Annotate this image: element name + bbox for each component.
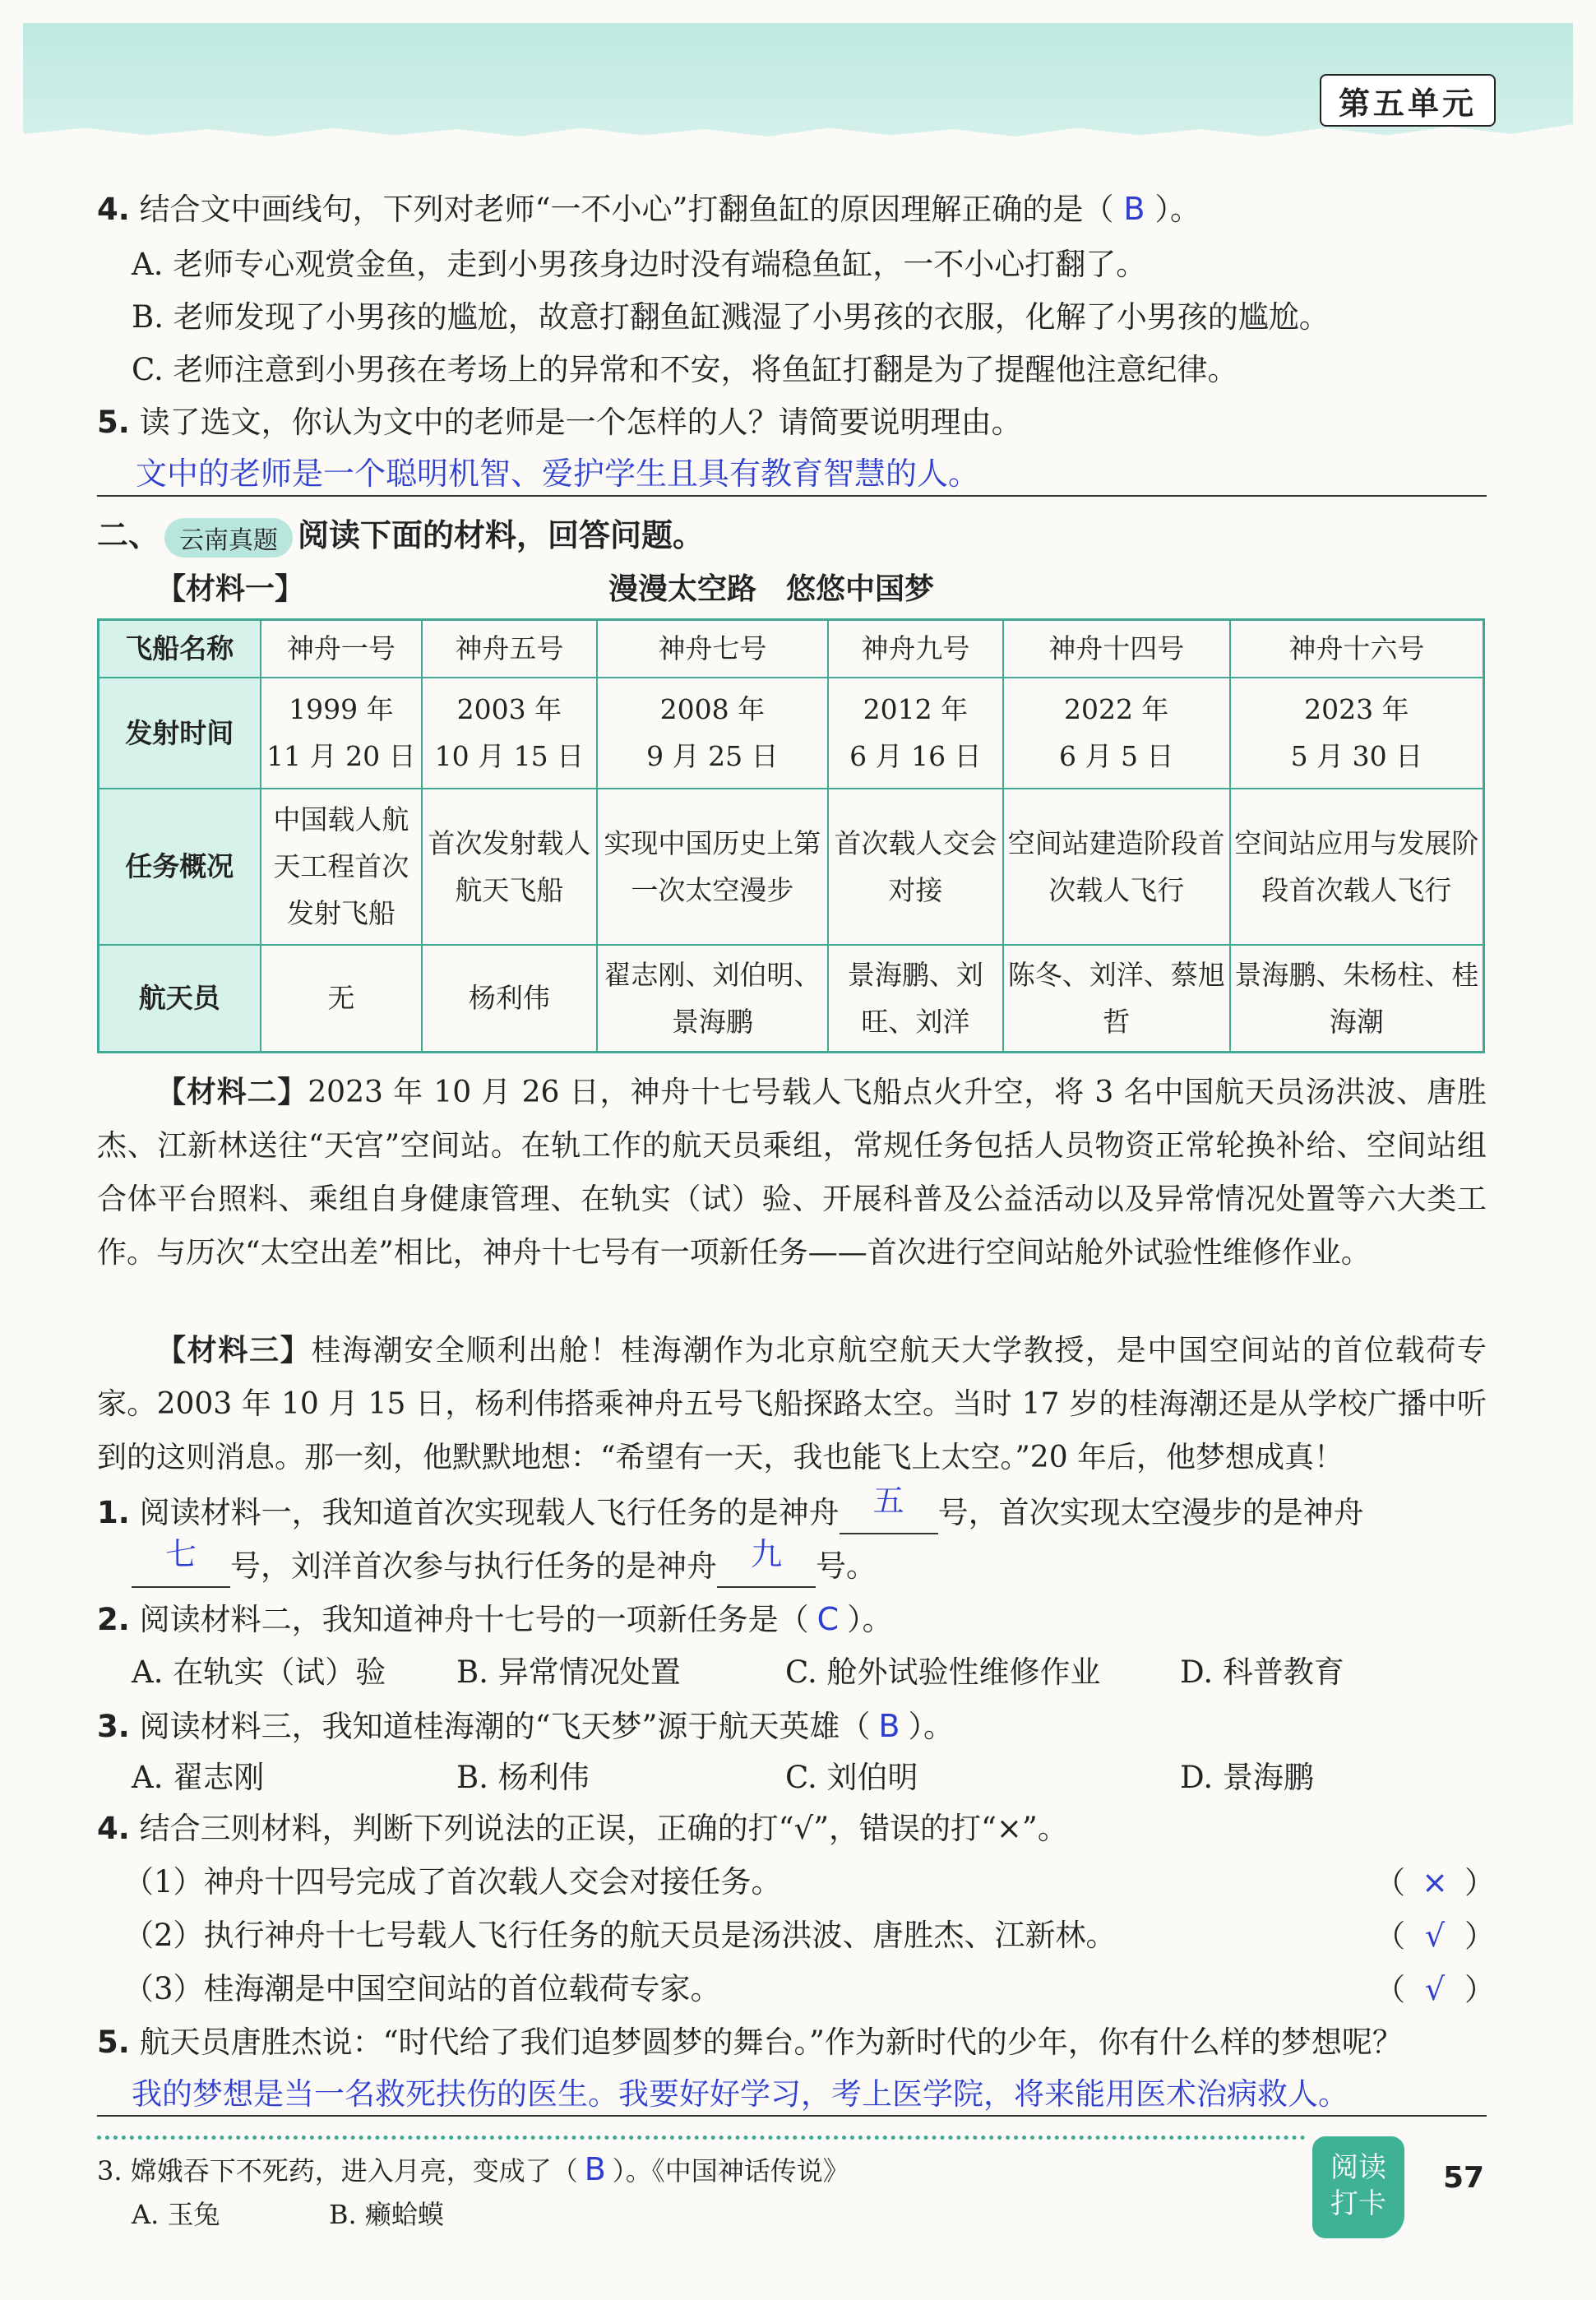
q4-option-c: C. 老师注意到小男孩在考场上的异常和不安，将鱼缸打翻是为了提醒他注意纪律。 — [132, 352, 1238, 387]
judge-bracket: （ × ） — [1375, 1864, 1495, 1900]
reading-checkin-badge: 阅读 打卡 — [1312, 2136, 1404, 2238]
yunnan-tag: 云南真题 — [164, 518, 293, 558]
footer-question: 3. 嫦娥吞下不死药，进入月亮，变成了（ B ）。《中国神话传说》 — [97, 2151, 849, 2187]
p2-q3-option-b: B. 杨利伟 — [456, 1760, 590, 1795]
p2-q4-item: （3）桂海潮是中国空间站的首位载荷专家。 — [123, 1971, 721, 2006]
q4-option-b: B. 老师发现了小男孩的尴尬，故意打翻鱼缸溅湿了小男孩的衣服，化解了小男孩的尴尬。 — [132, 299, 1330, 335]
p2-q2-option-c: C. 舱外试验性维修作业 — [785, 1654, 1101, 1690]
p2-q3-stem: 3. 阅读材料三，我知道桂海潮的“飞天梦”源于航天英雄（ B ）。 — [97, 1708, 954, 1744]
footer-option-a: A. 玉兔 — [132, 2199, 220, 2230]
p2-q2-stem: 2. 阅读材料二，我知道神舟十七号的一项新任务是（ C ）。 — [97, 1601, 893, 1637]
material1-title: 漫漫太空路 悠悠中国梦 — [608, 572, 935, 606]
table-row: 飞船名称 神舟一号 神舟五号 神舟七号 神舟九号 神舟十四号 神舟十六号 — [99, 620, 1484, 678]
p2-q4-item: （2）执行神舟十七号载人飞行任务的航天员是汤洪波、唐胜杰、江新林。 — [123, 1918, 1117, 1953]
p2-q5-stem: 5. 航天员唐胜杰说：“时代给了我们追梦圆梦的舞台。”作为新时代的少年，你有什么样的梦想呢？ — [97, 2025, 1403, 2060]
p2-q3-option-c: C. 刘伯明 — [785, 1760, 918, 1795]
answer-rule — [97, 495, 1487, 497]
table-row: 航天员 无 杨利伟 翟志刚、刘伯明、景海鹏 景海鹏、刘旺、刘洋 陈冬、刘洋、蔡旭哲 景海鹏、朱杨柱、桂海潮 — [99, 945, 1484, 1053]
page-number: 57 — [1443, 2161, 1485, 2195]
section-two-title: 二、 云南真题 阅读下面的材料，回答问题。 — [97, 510, 704, 558]
q5-stem: 5. 读了选文，你认为文中的老师是一个怎样的人？请简要说明理由。 — [97, 405, 1022, 440]
blank-2: 七 — [132, 1546, 230, 1588]
p2-q4-stem: 4. 结合三则材料，判断下列说法的正误，正确的打“√”，错误的打“×”。 — [97, 1811, 1068, 1846]
p2-q1-line1: 1. 阅读材料一，我知道首次实现载人飞行任务的是神舟 五 号，首次实现太空漫步的是神舟 — [97, 1492, 1364, 1534]
material3-paragraph: 【材料三】桂海潮安全顺利出舱！桂海潮作为北京航空航天大学教授，是中国空间站的首位载荷专家。2003 年 10 月 15 日，杨利伟搭乘神舟五号飞船探路太空。当时 17 岁的桂海潮还是从学校广播中听到的这则消息。那一刻，他默默地想：“希望有一天，我也能飞上太空。”20 年后，他梦想成真！ — [97, 1334, 1487, 1474]
table-row: 任务概况 中国载人航天工程首次发射飞船 首次发射载人航天飞船 实现中国历史上第一次太空漫步 首次载人交会对接 空间站建造阶段首次载人飞行 空间站应用与发展阶段首次载人飞行 — [99, 789, 1484, 945]
judge-bracket: （ √ ） — [1375, 1971, 1495, 2007]
blank-1: 五 — [840, 1492, 938, 1534]
table-row: 发射时间 1999 年 11 月 20 日 2003 年 10 月 15 日 2008 年 9 月 25 日 2012 年 6 月 16 日 2022 年 6 月 5 日 2023 年 5 月 30 日 — [99, 678, 1484, 789]
q4-option-a: A. 老师专心观赏金鱼，走到小男孩身边时没有端稳鱼缸，一不小心打翻了。 — [132, 247, 1147, 282]
q4-stem: 4. 结合文中画线句，下列对老师“一不小心”打翻鱼缸的原因理解正确的是（ B ）。 — [97, 191, 1200, 227]
p2-q2-option-a: A. 在轨实（试）验 — [132, 1654, 386, 1690]
answer-rule — [97, 2115, 1487, 2117]
dotted-divider — [97, 2136, 1306, 2140]
spacecraft-table — [97, 618, 1485, 1053]
material1-label: 【材料一】 — [156, 572, 305, 606]
p2-q4-item: （1）神舟十四号完成了首次载人交会对接任务。 — [123, 1864, 782, 1900]
footer-option-b: B. 癞蛤蟆 — [329, 2199, 444, 2230]
q4-answer: B — [1123, 191, 1145, 227]
p2-q5-answer: 我的梦想是当一名救死扶伤的医生。我要好好学习，考上医学院，将来能用医术治病救人。 — [132, 2076, 1349, 2112]
material2-paragraph: 【材料二】2023 年 10 月 26 日，神舟十七号载人飞船点火升空，将 3 名中国航天员汤洪波、唐胜杰、江新林送往“天宫”空间站。在轨工作的航天员乘组，常规任务包括人员物资正常轮换补给、空间站组合体平台照料、乘组自身健康管理、在轨实（试）验、开展科普及公益活动以及异常情况处置等六大类工作。与历次“太空出差”相比，神舟十七号有一项新任务——首次进行空间站舱外试验性维修作业。 — [97, 1076, 1487, 1270]
p2-q3-option-d: D. 景海鹏 — [1180, 1760, 1314, 1795]
blank-3: 九 — [717, 1546, 816, 1588]
p2-q1-line2: 七 号，刘洋首次参与执行任务的是神舟 九 号。 — [132, 1546, 877, 1588]
p2-q2-option-d: D. 科普教育 — [1180, 1654, 1344, 1690]
judge-bracket: （ √ ） — [1375, 1918, 1495, 1954]
q5-answer: 文中的老师是一个聪明机智、爱护学生且具有教育智慧的人。 — [136, 456, 980, 492]
p2-q2-option-b: B. 异常情况处置 — [456, 1654, 681, 1690]
unit-tag: 第五单元 — [1320, 74, 1496, 127]
p2-q3-option-a: A. 翟志刚 — [132, 1760, 265, 1795]
